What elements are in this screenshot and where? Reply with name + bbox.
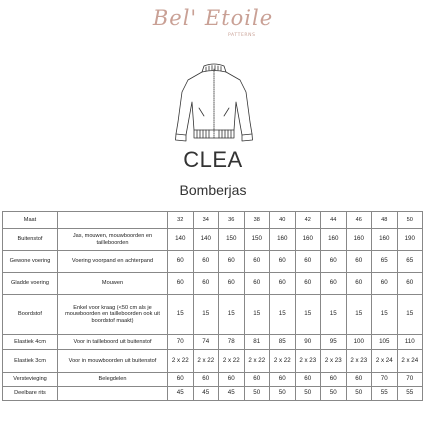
size-value-cell: 60 — [168, 273, 194, 295]
size-value-cell: 160 — [321, 229, 347, 251]
material-label: Verstevieging — [3, 373, 58, 387]
size-value-cell: 50 — [346, 387, 372, 401]
size-col-header: 44 — [321, 212, 347, 229]
size-value-cell: 45 — [219, 387, 245, 401]
size-value-cell: 70 — [168, 335, 194, 350]
material-description: Voor in mouwboorden uit buitenstof — [58, 350, 168, 373]
size-value-cell: 60 — [346, 273, 372, 295]
size-value-cell: 60 — [168, 251, 194, 273]
table-row — [3, 387, 423, 401]
material-description: Enkel voor kraag (<50 cm als je mouwboorden en tailleboorden ook uit boordstof maakt) — [58, 295, 168, 335]
size-value-cell: 50 — [244, 387, 270, 401]
size-value-cell: 190 — [397, 229, 423, 251]
size-value-cell: 105 — [372, 335, 398, 350]
size-value-cell: 78 — [219, 335, 245, 350]
size-value-cell: 110 — [397, 335, 423, 350]
size-value-cell: 60 — [372, 273, 398, 295]
size-value-cell: 15 — [168, 295, 194, 335]
size-value-cell: 2 x 22 — [270, 350, 296, 373]
size-value-cell: 160 — [270, 229, 296, 251]
size-value-cell: 55 — [372, 387, 398, 401]
size-value-cell: 15 — [397, 295, 423, 335]
size-value-cell: 140 — [168, 229, 194, 251]
size-value-cell: 60 — [295, 273, 321, 295]
size-value-cell: 60 — [168, 373, 194, 387]
size-value-cell: 15 — [321, 295, 347, 335]
size-value-cell: 60 — [321, 251, 347, 273]
size-value-cell: 2 x 24 — [372, 350, 398, 373]
table-row — [3, 350, 423, 373]
size-value-cell: 60 — [346, 251, 372, 273]
size-value-cell: 60 — [193, 251, 219, 273]
material-label: Gladde voering — [3, 273, 58, 295]
table-row — [3, 273, 423, 295]
brand-name: Bel' Etoile — [152, 6, 274, 30]
size-value-cell: 60 — [219, 251, 245, 273]
size-value-cell: 50 — [295, 387, 321, 401]
size-value-cell: 15 — [219, 295, 245, 335]
size-col-header: 48 — [372, 212, 398, 229]
size-value-cell: 55 — [397, 387, 423, 401]
size-value-cell: 160 — [346, 229, 372, 251]
size-value-cell: 60 — [244, 273, 270, 295]
size-value-cell: 60 — [219, 373, 245, 387]
material-label: Deelbare rits — [3, 387, 58, 401]
size-value-cell: 15 — [295, 295, 321, 335]
size-value-cell: 2 x 24 — [397, 350, 423, 373]
material-description: Jas, mouwen, mouwboorden en tailleboorden — [58, 229, 168, 251]
material-label: Boordstof — [3, 295, 58, 335]
table-row — [3, 251, 423, 273]
size-value-cell: 50 — [270, 387, 296, 401]
size-value-cell: 70 — [372, 373, 398, 387]
size-value-cell: 90 — [295, 335, 321, 350]
size-value-cell: 60 — [321, 273, 347, 295]
size-col-header: 50 — [397, 212, 423, 229]
size-value-cell: 15 — [193, 295, 219, 335]
material-description: Mouwen — [58, 273, 168, 295]
brand-tagline: PATTERNS — [228, 33, 256, 38]
size-value-cell: 74 — [193, 335, 219, 350]
material-description: Voering voorpand en achterpand — [58, 251, 168, 273]
size-col-header: 42 — [295, 212, 321, 229]
material-description: Belegdelen — [58, 373, 168, 387]
size-value-cell: 2 x 23 — [321, 350, 347, 373]
table-header-row — [3, 212, 423, 229]
size-value-cell: 45 — [168, 387, 194, 401]
size-value-cell: 65 — [397, 251, 423, 273]
size-value-cell: 2 x 22 — [244, 350, 270, 373]
size-value-cell: 160 — [295, 229, 321, 251]
size-value-cell: 15 — [372, 295, 398, 335]
size-value-cell: 15 — [270, 295, 296, 335]
size-col-header: 38 — [244, 212, 270, 229]
size-value-cell: 85 — [270, 335, 296, 350]
size-value-cell: 81 — [244, 335, 270, 350]
size-value-cell: 150 — [244, 229, 270, 251]
table-row — [3, 373, 423, 387]
size-value-cell: 2 x 23 — [295, 350, 321, 373]
size-value-cell: 50 — [321, 387, 347, 401]
size-value-cell: 60 — [270, 273, 296, 295]
size-value-cell: 45 — [193, 387, 219, 401]
size-value-cell: 60 — [244, 251, 270, 273]
size-value-cell: 2 x 23 — [346, 350, 372, 373]
fabric-requirements-table — [2, 211, 423, 401]
size-value-cell: 140 — [193, 229, 219, 251]
size-col-header: 36 — [219, 212, 245, 229]
size-value-cell: 60 — [295, 251, 321, 273]
size-value-cell: 95 — [321, 335, 347, 350]
size-value-cell: 2 x 22 — [168, 350, 194, 373]
size-value-cell: 160 — [372, 229, 398, 251]
material-description: Voor in tailleboord uit buitenstof — [58, 335, 168, 350]
size-value-cell: 2 x 22 — [193, 350, 219, 373]
bomber-jacket-sketch — [166, 58, 262, 146]
size-value-cell: 60 — [346, 373, 372, 387]
brand-logo — [0, 0, 426, 52]
size-value-cell: 150 — [219, 229, 245, 251]
size-value-cell: 60 — [193, 373, 219, 387]
size-value-cell: 60 — [244, 373, 270, 387]
material-label: Elastiek 4cm — [3, 335, 58, 350]
size-col-header: 32 — [168, 212, 194, 229]
size-header: Maat — [3, 212, 58, 229]
size-value-cell: 15 — [346, 295, 372, 335]
pattern-type: Bomberjas — [179, 182, 247, 198]
size-value-cell: 100 — [346, 335, 372, 350]
material-label: Buitenstof — [3, 229, 58, 251]
size-value-cell: 60 — [270, 251, 296, 273]
size-value-cell: 15 — [244, 295, 270, 335]
size-col-header: 34 — [193, 212, 219, 229]
size-value-cell: 60 — [219, 273, 245, 295]
size-value-cell: 70 — [397, 373, 423, 387]
material-description — [58, 387, 168, 401]
size-col-header: 40 — [270, 212, 296, 229]
material-label: Elastiek 3cm — [3, 350, 58, 373]
pattern-name: CLEA — [183, 147, 243, 172]
size-value-cell: 60 — [397, 273, 423, 295]
material-label: Gewone voering — [3, 251, 58, 273]
size-col-header: 46 — [346, 212, 372, 229]
header-blank — [58, 212, 168, 229]
size-value-cell: 60 — [295, 373, 321, 387]
table-row — [3, 295, 423, 335]
table-row — [3, 229, 423, 251]
size-value-cell: 60 — [270, 373, 296, 387]
size-value-cell: 65 — [372, 251, 398, 273]
table-row — [3, 335, 423, 350]
size-value-cell: 60 — [193, 273, 219, 295]
size-value-cell: 60 — [321, 373, 347, 387]
size-value-cell: 2 x 22 — [219, 350, 245, 373]
